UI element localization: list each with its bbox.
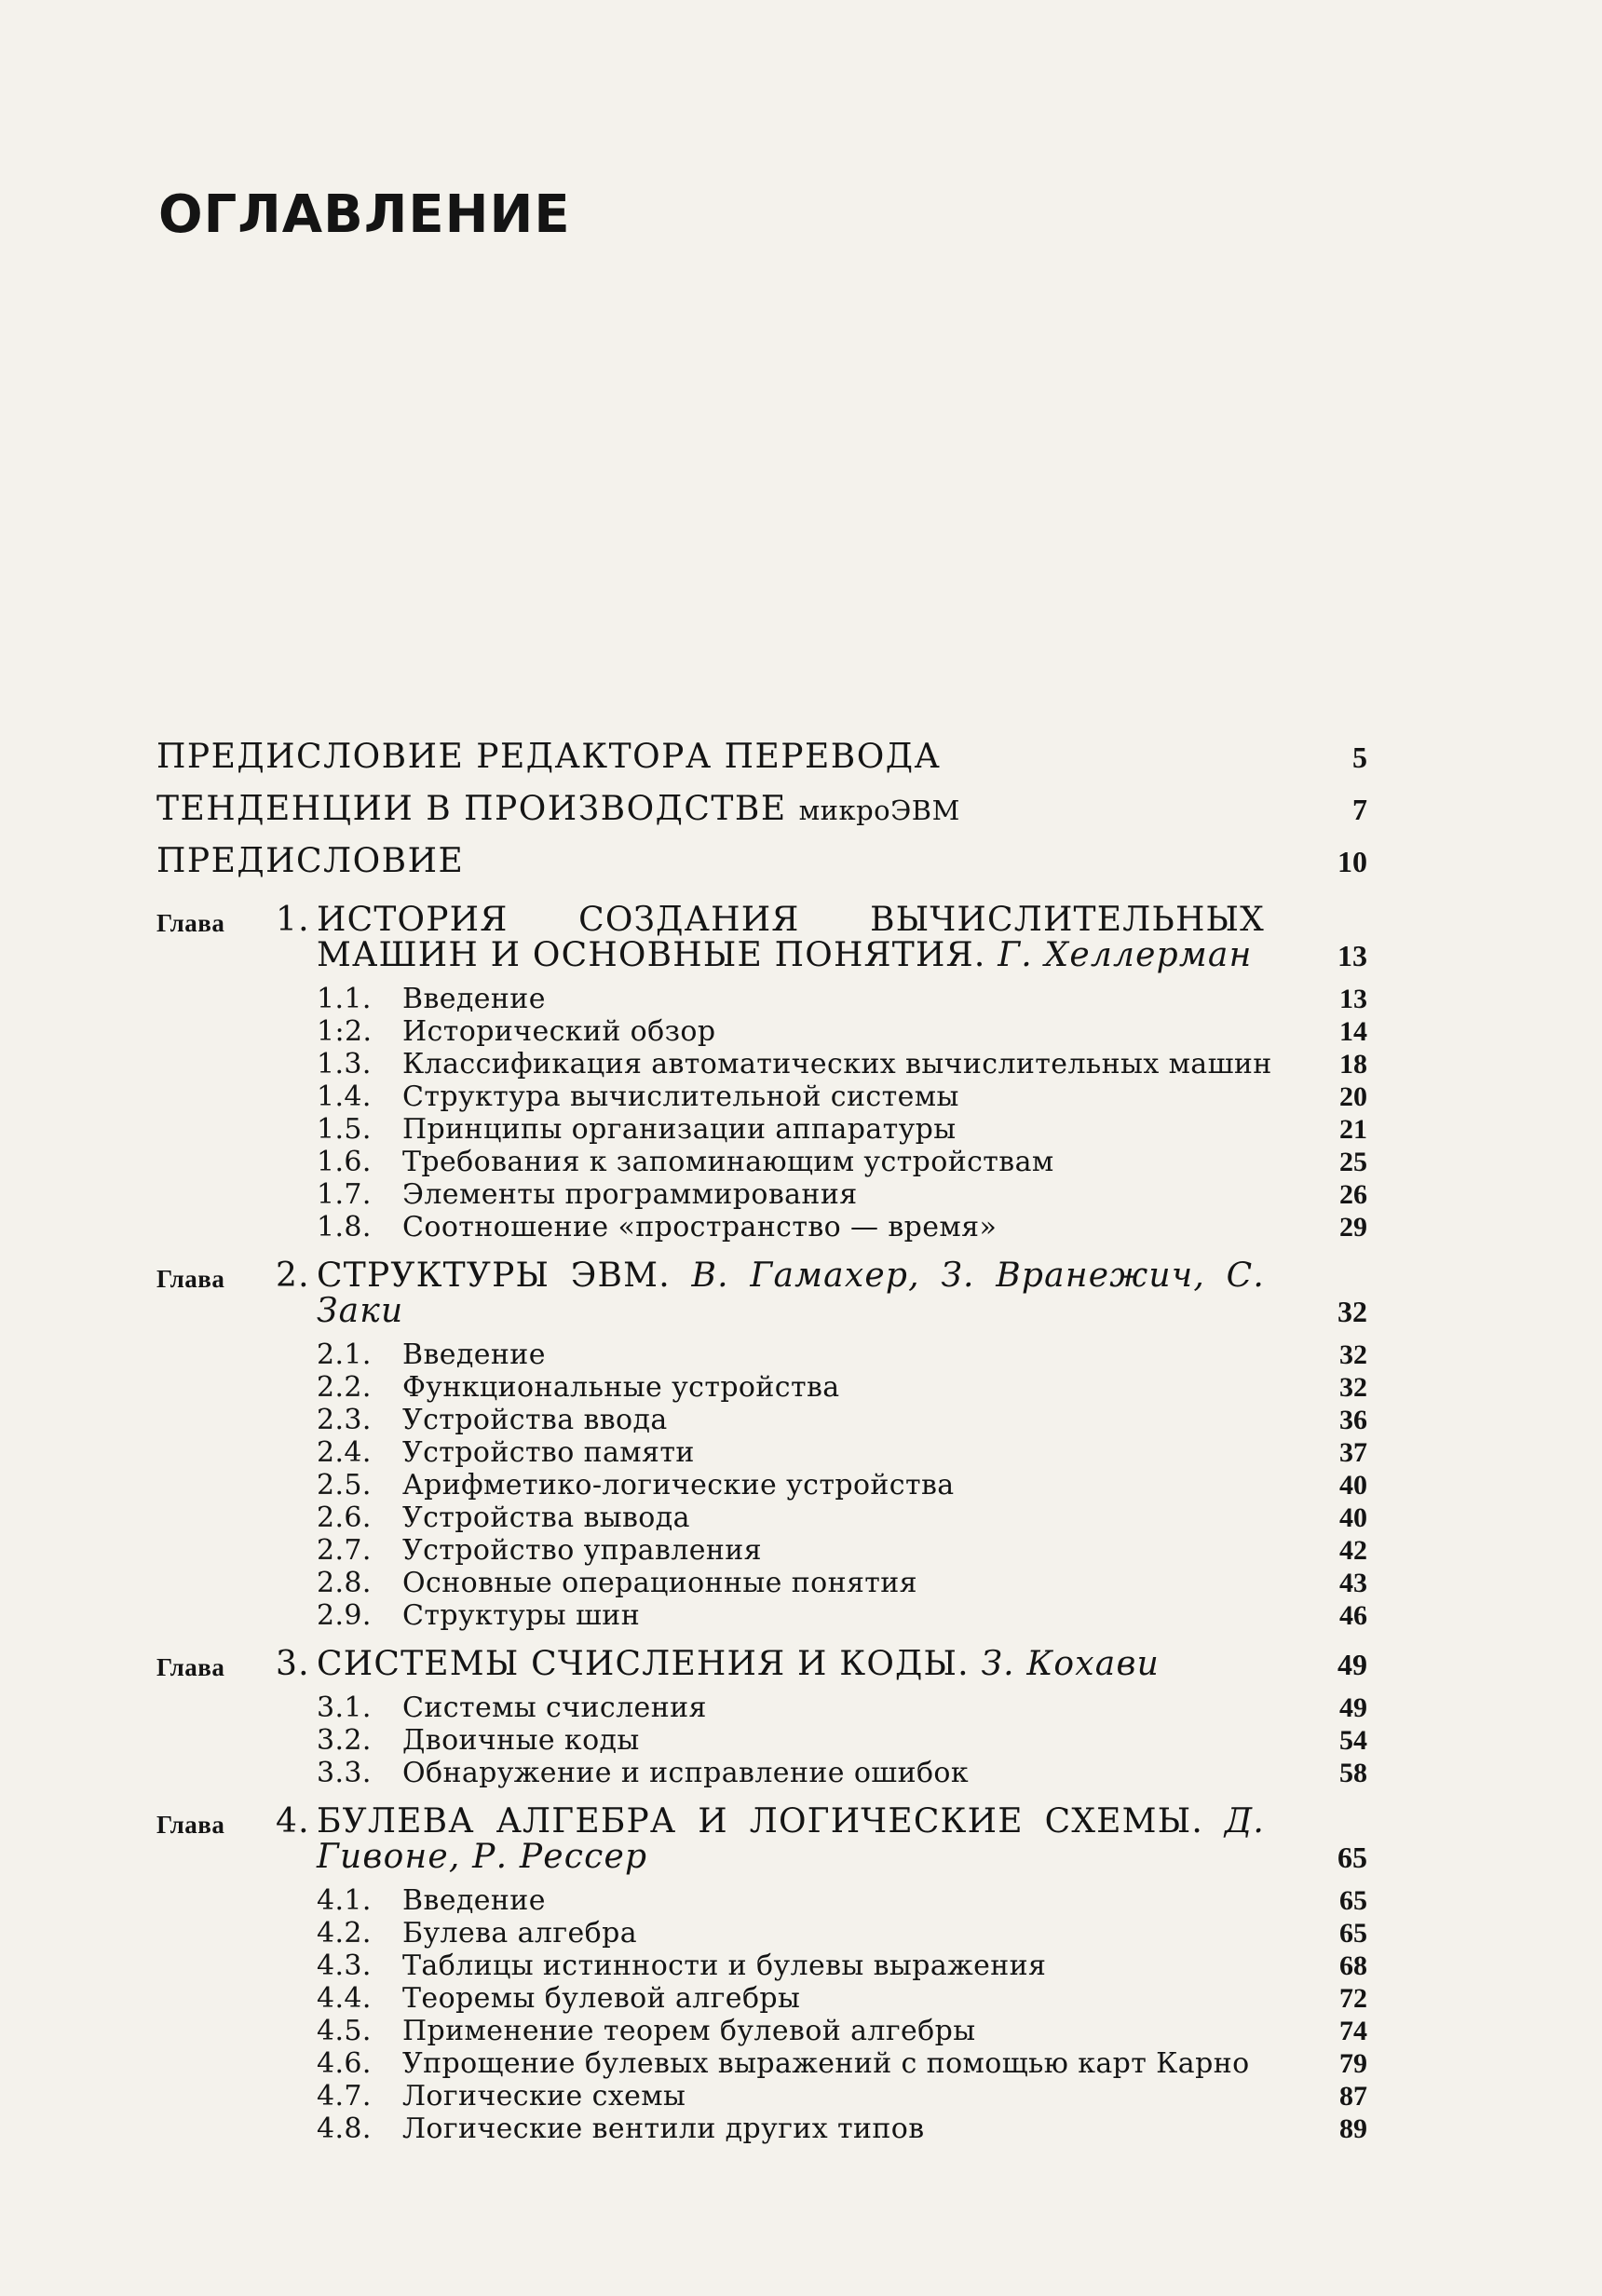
chapter-prefix: Глава [156, 909, 225, 937]
page-title: ОГЛАВЛЕНИЕ [158, 184, 571, 245]
toc-section-entry[interactable] [156, 1950, 1367, 1982]
section-number: 2.9. [317, 1599, 372, 1632]
page-number: 37 [1339, 1437, 1367, 1468]
chapter-heading-text [317, 903, 1265, 973]
section-title: Функциональные устройства [402, 1371, 840, 1404]
section-number: 4.7. [317, 2080, 372, 2113]
section-number: 1.6. [317, 1146, 372, 1178]
chapter-heading[interactable] [156, 1258, 1367, 1329]
toc-section-entry[interactable] [156, 983, 1367, 1015]
chapter-heading[interactable] [156, 1804, 1367, 1875]
toc-section-entry[interactable] [156, 1884, 1367, 1917]
section-number: 2.1. [317, 1338, 372, 1371]
chapter-number: 1. [276, 901, 310, 939]
front-entry-suffix: микроЭВМ [798, 795, 960, 826]
section-title: Исторический обзор [402, 1015, 716, 1048]
toc-section-entry[interactable] [156, 1113, 1367, 1146]
table-of-contents [156, 731, 1367, 2145]
section-title: Применение теорем булевой алгебры [402, 2015, 976, 2047]
toc-section-entry[interactable] [156, 1534, 1367, 1567]
section-number: 4.1. [317, 1884, 372, 1917]
section-title: Устройство управления [402, 1534, 762, 1567]
page-number: 18 [1339, 1049, 1367, 1080]
chapter-title: СТРУКТУРЫ ЭВМ. [317, 1257, 671, 1295]
toc-section-entry[interactable] [156, 1917, 1367, 1950]
chapter-heading-text [317, 1804, 1265, 1875]
page-number: 89 [1339, 2113, 1367, 2144]
section-title: Элементы программирования [402, 1178, 858, 1211]
chapter-number: 3. [276, 1645, 310, 1683]
section-title: Принципы организации аппаратуры [402, 1113, 957, 1146]
section-title: Двоичные коды [402, 1724, 640, 1757]
toc-front-entry[interactable] [156, 836, 1367, 888]
page-number: 13 [1337, 939, 1367, 972]
chapter-title: ИСТОРИЯ СОЗДАНИЯ ВЫЧИСЛИТЕЛЬНЫХ МАШИН И ОСНОВНЫЕ ПОНЯТИЯ. [317, 901, 1265, 974]
page-number: 29 [1339, 1212, 1367, 1243]
page-number: 54 [1339, 1725, 1367, 1756]
section-title: Основные операционные понятия [402, 1567, 918, 1599]
toc-section-entry[interactable] [156, 2015, 1367, 2047]
chapter-block [156, 1647, 1367, 1789]
section-title: Упрощение булевых выражений с помощью карт Карно [402, 2047, 1250, 2080]
section-title: Обнаружение и исправление ошибок [402, 1757, 970, 1789]
section-list [156, 1884, 1367, 2145]
section-title: Соотношение «пространство — время» [402, 1211, 998, 1243]
toc-section-entry[interactable] [156, 2047, 1367, 2080]
front-entry-title: ПРЕДИСЛОВИЕ [156, 842, 465, 880]
toc-section-entry[interactable] [156, 1048, 1367, 1080]
section-number: 4.3. [317, 1950, 372, 1982]
section-title: Требования к запоминающим устройствам [402, 1146, 1054, 1178]
chapter-prefix: Глава [156, 1811, 225, 1839]
chapter-prefix: Глава [156, 1653, 225, 1681]
toc-section-entry[interactable] [156, 1469, 1367, 1501]
section-title: Таблицы истинности и булевы выражения [402, 1950, 1047, 1982]
section-title: Введение [402, 1338, 546, 1371]
page-number: 20 [1339, 1081, 1367, 1112]
page-number: 7 [1352, 793, 1367, 826]
chapter-author: В. Гамахер, З. Вранежич, С. Заки [317, 1257, 1265, 1330]
toc-section-entry[interactable] [156, 1567, 1367, 1599]
chapter-block [156, 903, 1367, 1243]
section-list [156, 983, 1367, 1243]
toc-section-entry[interactable] [156, 1178, 1367, 1211]
toc-section-entry[interactable] [156, 1404, 1367, 1436]
page-number: 32 [1337, 1295, 1367, 1328]
front-entry-title: ТЕНДЕНЦИИ В ПРОИЗВОДСТВЕ [156, 790, 799, 828]
toc-section-entry[interactable] [156, 1599, 1367, 1632]
toc-section-entry[interactable] [156, 1371, 1367, 1404]
page-number: 40 [1339, 1502, 1367, 1533]
section-title: Системы счисления [402, 1691, 707, 1724]
toc-section-entry[interactable] [156, 2080, 1367, 2113]
chapter-list [156, 903, 1367, 2145]
toc-section-entry[interactable] [156, 1146, 1367, 1178]
toc-section-entry[interactable] [156, 1338, 1367, 1371]
section-number: 4.8. [317, 2113, 372, 2145]
toc-section-entry[interactable] [156, 1436, 1367, 1469]
section-title: Теоремы булевой алгебры [402, 1982, 801, 2015]
section-number: 1.8. [317, 1211, 372, 1243]
toc-section-entry[interactable] [156, 1501, 1367, 1534]
section-number: 2.5. [317, 1469, 372, 1501]
section-title: Введение [402, 983, 546, 1015]
section-number: 1.5. [317, 1113, 372, 1146]
section-number: 4.2. [317, 1917, 372, 1950]
chapter-number: 4. [276, 1802, 310, 1841]
page-number: 14 [1339, 1016, 1367, 1047]
chapter-block [156, 1804, 1367, 2145]
chapter-author: З. Кохави [981, 1645, 1160, 1683]
toc-section-entry[interactable] [156, 1724, 1367, 1757]
chapter-heading[interactable] [156, 903, 1367, 973]
chapter-number: 2. [276, 1257, 310, 1295]
front-entry-title: ПРЕДИСЛОВИЕ РЕДАКТОРА ПЕРЕВОДА [156, 738, 942, 776]
section-number: 3.3. [317, 1757, 372, 1789]
section-number: 1:2. [317, 1015, 373, 1048]
page-number: 43 [1339, 1568, 1367, 1598]
section-number: 3.1. [317, 1691, 372, 1724]
section-number: 2.3. [317, 1404, 372, 1436]
section-number: 2.8. [317, 1567, 372, 1599]
toc-section-entry[interactable] [156, 2113, 1367, 2145]
chapter-heading-text [317, 1647, 1265, 1682]
section-title: Арифметико-логические устройства [402, 1469, 955, 1501]
section-number: 1.4. [317, 1080, 372, 1113]
page-number: 79 [1339, 2048, 1367, 2079]
section-number: 1.1. [317, 983, 372, 1015]
section-number: 4.4. [317, 1982, 372, 2015]
chapter-heading[interactable] [156, 1647, 1367, 1682]
page-number: 87 [1339, 2081, 1367, 2112]
page-number: 10 [1337, 845, 1367, 878]
toc-section-entry[interactable] [156, 1015, 1367, 1048]
page-number: 72 [1339, 1983, 1367, 2014]
section-number: 4.5. [317, 2015, 372, 2047]
section-title: Устройства вывода [402, 1501, 690, 1534]
page-number: 46 [1339, 1600, 1367, 1631]
page-number: 36 [1339, 1405, 1367, 1435]
chapter-title: БУЛЕВА АЛГЕБРА И ЛОГИЧЕСКИЕ СХЕМЫ. [317, 1802, 1203, 1841]
section-title: Структуры шин [402, 1599, 641, 1632]
page-number: 40 [1339, 1470, 1367, 1501]
section-title: Булева алгебра [402, 1917, 637, 1950]
section-list [156, 1691, 1367, 1789]
section-title: Классификация автоматических вычислительных машин [402, 1048, 1272, 1080]
page-number: 13 [1339, 984, 1367, 1014]
section-number: 4.6. [317, 2047, 372, 2080]
page-number: 49 [1339, 1692, 1367, 1723]
page-number: 32 [1339, 1339, 1367, 1370]
section-title: Устройство памяти [402, 1436, 695, 1469]
section-number: 2.2. [317, 1371, 372, 1404]
page-number: 5 [1352, 740, 1367, 774]
page-number: 65 [1337, 1841, 1367, 1874]
section-number: 2.7. [317, 1534, 372, 1567]
section-number: 2.6. [317, 1501, 372, 1534]
chapter-author: Г. Хеллерман [998, 936, 1253, 974]
page-number: 21 [1339, 1114, 1367, 1145]
page-number: 42 [1339, 1535, 1367, 1566]
chapter-author: Д. Гивоне, Р. Рессер [317, 1802, 1265, 1876]
section-title: Логические вентили других типов [402, 2113, 925, 2145]
chapter-block [156, 1258, 1367, 1632]
toc-section-entry[interactable] [156, 1691, 1367, 1724]
section-number: 2.4. [317, 1436, 372, 1469]
page-number: 74 [1339, 2016, 1367, 2046]
page-number: 58 [1339, 1758, 1367, 1788]
section-title: Логические схемы [402, 2080, 686, 2113]
toc-front-entry[interactable] [156, 783, 1367, 836]
page-number: 25 [1339, 1147, 1367, 1177]
page-number: 65 [1339, 1918, 1367, 1949]
section-number: 3.2. [317, 1724, 372, 1757]
toc-section-entry[interactable] [156, 1211, 1367, 1243]
chapter-heading-text [317, 1258, 1265, 1329]
section-number: 1.3. [317, 1048, 372, 1080]
page-number: 68 [1339, 1950, 1367, 1981]
section-title: Устройства ввода [402, 1404, 668, 1436]
toc-section-entry[interactable] [156, 1982, 1367, 2015]
chapter-prefix: Глава [156, 1265, 225, 1293]
page-number: 32 [1339, 1372, 1367, 1403]
page-number: 49 [1337, 1648, 1367, 1681]
toc-section-entry[interactable] [156, 1080, 1367, 1113]
section-title: Структура вычислительной системы [402, 1080, 959, 1113]
section-number: 1.7. [317, 1178, 372, 1211]
toc-section-entry[interactable] [156, 1757, 1367, 1789]
section-list [156, 1338, 1367, 1632]
page-number: 26 [1339, 1179, 1367, 1210]
toc-front-entry[interactable] [156, 731, 1367, 783]
chapter-title: СИСТЕМЫ СЧИСЛЕНИЯ И КОДЫ. [317, 1645, 970, 1683]
page-number: 65 [1339, 1885, 1367, 1916]
section-title: Введение [402, 1884, 546, 1917]
